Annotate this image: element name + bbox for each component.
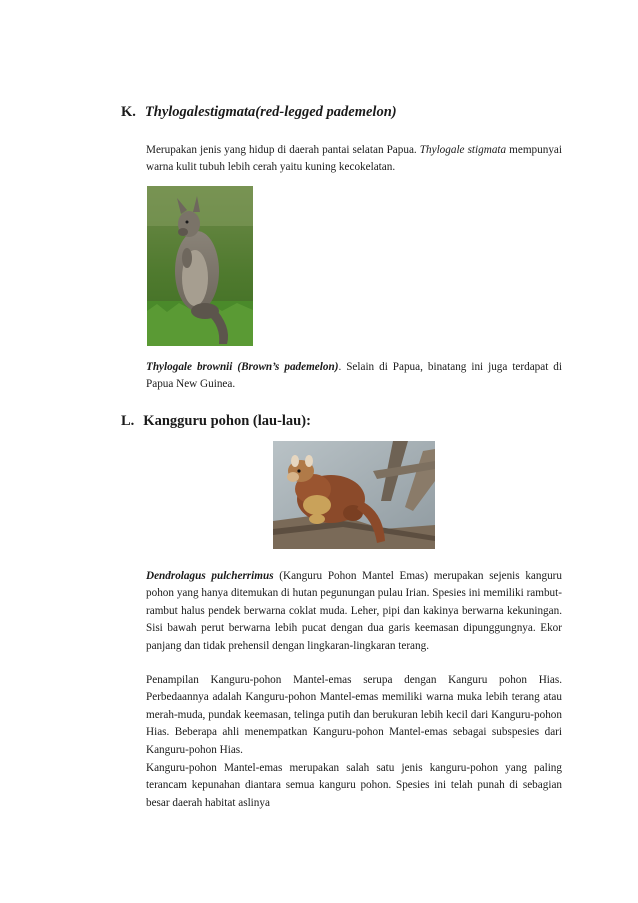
section-k-heading xyxy=(121,104,397,121)
section-l-paragraph-2: Penampilan Kanguru-pohon Mantel-emas serupa dengan Kanguru pohon Hias. Perbedaannya adalah Kanguru-pohon Mantel-emas memiliki warna muka lebih terang atau merah-muda, pundak keemasan, telinga putih dan berukuran lebih kecil dari Kanguru-pohon Hias. Beberapa ahli menempatkan Kanguru-pohon Mantel-emas sebagai subspesies dari Kanguru-pohon Hias. xyxy=(146,674,562,756)
section-k-intro-species: Thylogale stigmata xyxy=(419,144,507,156)
section-k-intro xyxy=(146,142,562,177)
section-k-letter: K. xyxy=(121,104,136,120)
section-k-intro-2: mempunyai warna kulit tubuh lebih cerah yaitu kuning kecokelatan. xyxy=(146,144,562,174)
section-l-paragraph-1 xyxy=(146,568,562,655)
section-k-caption xyxy=(146,359,562,394)
section-k-intro-1: Merupakan jenis yang hidup di daerah pantai selatan Papua. xyxy=(146,144,417,156)
section-l-p1-text: (Kanguru Pohon Mantel Emas) merupakan sejenis kanguru pohon yang hanya ditemukan di hutan pegunungan pulau Irian. Spesies ini memiliki rambut-rambut halus pendek berwarna coklat muda. Leher, pipi dan kakinya berwarna kekuningan. Sisi bawah perut berwarna lebih pucat dengan dua garis keemasan dipunggungnya. Ekor panjang dan tidak prehensil dengan lingkaran-lingkaran terang. xyxy=(146,570,563,652)
section-l-heading xyxy=(121,413,311,430)
section-l-paragraph-3: Kanguru-pohon Mantel-emas merupakan salah satu jenis kanguru-pohon yang paling terancam kepunahan diantara semua kanguru pohon. Spesies ini telah punah di sebagian besar daerah habitat aslinya xyxy=(146,762,562,809)
section-k-caption-text: . Selain di Papua, binatang ini juga terdapat di Papua New Guinea. xyxy=(146,361,563,391)
pademelon-photo xyxy=(147,186,253,346)
section-k-caption-species: Thylogale brownii (Brown’s pademelon) xyxy=(146,361,339,373)
tree-kangaroo-photo xyxy=(273,441,435,549)
section-k-title: Thylogalestigmata(red-legged pademelon) xyxy=(144,104,397,120)
section-l-title: Kangguru pohon (lau-lau): xyxy=(143,413,311,429)
section-l-p1-species: Dendrolagus pulcherrimus xyxy=(146,570,274,582)
section-l-letter: L. xyxy=(121,413,135,429)
